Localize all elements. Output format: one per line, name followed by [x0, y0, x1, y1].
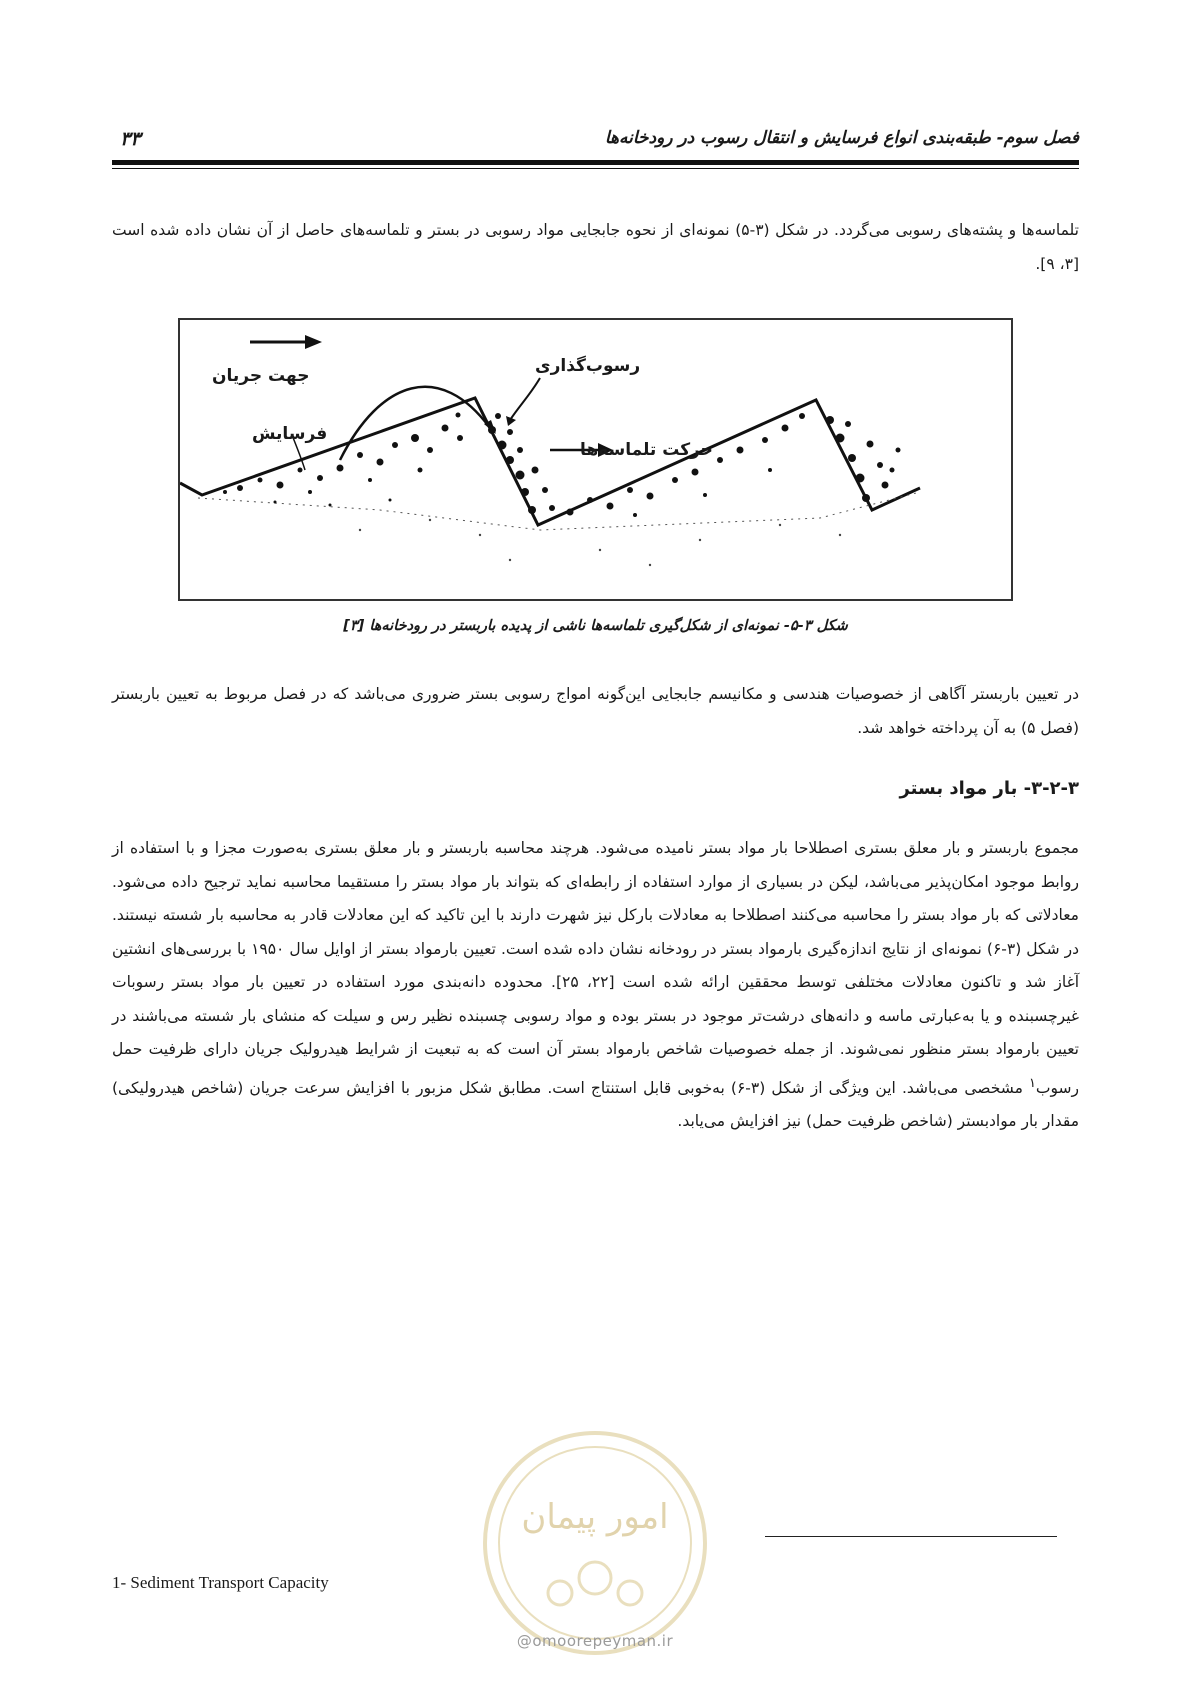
section-heading: ۳-۲-۳- بار مواد بستر: [899, 778, 1079, 799]
paragraph-intro: تلماسه‌ها و پشته‌های رسوبی می‌گردد. در شکل (۳-۵) نمونه‌ای از نحوه جابجایی مواد رسوبی در بستر و تلماسه‌های حاصل از آن نشان داده شده است [۳، ۹].: [112, 221, 1079, 273]
footnote: 1- Sediment Transport Capacity: [112, 1573, 329, 1592]
watermark-site: @omoorepeyman.ir: [516, 1632, 674, 1650]
header-rule-thick: [112, 160, 1079, 165]
label-deposition: رسوب‌گذاری: [535, 356, 641, 376]
label-flow-direction: جهت جریان: [212, 366, 310, 386]
paragraph-body-end: مشخصی می‌باشد. این ویژگی از شکل (۳-۶) به‌خوبی قابل استنتاج است. مطابق شکل مزبور با افزایش سرعت جریان (شاخص هیدرولیکی) مقدار بار موادبستر (شاخص ظرفیت حمل) نیز افزایش می‌یابد.: [112, 1078, 1079, 1131]
figure-caption: شکل ۳-۵- نمونه‌ای از شکل‌گیری تلماسه‌ها ناشی از پدیده باربستر در رودخانه‌ها [۳]: [343, 618, 848, 634]
paragraph-bed-material-load: [112, 832, 1079, 1139]
paragraph-bedload: در تعیین باربستر آگاهی از خصوصیات هندسی و مکانیسم جابجایی این‌گونه امواج رسوبی بستر ضروری می‌باشد که در فصل مربوط به تعیین باربستر (فصل ۵) به آن پرداخته خواهد شد.: [112, 685, 1079, 737]
watermark-logo-text: امور پیمان: [521, 1497, 669, 1537]
page-header: [112, 128, 1079, 152]
running-title: فصل سوم- طبقه‌بندی انواع فرسایش و انتقال رسوب در رودخانه‌ها: [604, 128, 1079, 148]
watermark-site-text: omoorepeyman.ir: [532, 1632, 674, 1650]
page-number: ۳۳: [120, 128, 141, 150]
label-erosion: فرسایش: [252, 424, 328, 444]
figure-dune-formation: [178, 318, 1013, 601]
watermark-logo: [470, 1418, 720, 1668]
footnote-rule: [765, 1536, 1057, 1537]
paragraph-body: مجموع باربستر و بار معلق بستری اصطلاحا بار مواد بستر نامیده می‌شود. هرچند محاسبه باربستر و بار معلق بستری به‌صورت مجزا و با استفاده از روابط موجود امکان‌پذیر می‌باشد، لیکن در بسیاری از موارد استفاده از رابطه‌ای که بتواند بار مواد بستر را مستقیما محاسبه نماید ترجیح داده می‌شود. معادلاتی که بار مواد بستر را محاسبه می‌کنند اصطلاحا به معادلات بارکل نیز شهرت دارند با این تاکید که این معادلات قادر به محاسبه بار شسته نیستند. در شکل (۳-۶) نمونه‌ای از نتایج اندازه‌گیری بارمواد بستر در رودخانه نشان داده شده است. تعیین بارمواد بستر از اوایل سال ۱۹۵۰ با بررسی‌های انشتین آغاز شد و تاکنون معادلات مختلفی توسط محققین ارائه شده است [۲۲، ۲۵]. محدوده دانه‌بندی مورد استفاده در تعیین بار مواد بستر رسوبات غیرچسبنده و یا به‌عبارتی ماسه و دانه‌های درشت‌تر موجود در بستر بوده و مواد رسوبی چسبنده نظیر رس و سیلت که منشای بار شسته می‌باشند در تعیین بارمواد بستر منظور نمی‌شوند. از جمله خصوصیات شاخص بارمواد بستر آن است که به تبعیت از شرایط هیدرولیک جریان دارای ظرفیت حمل رسوب: [112, 839, 1080, 1097]
label-dune-motion: حرکت تلماسه‌ها: [580, 440, 713, 460]
header-rule-thin: [112, 168, 1079, 169]
footnote-ref: ۱: [1028, 1075, 1036, 1091]
